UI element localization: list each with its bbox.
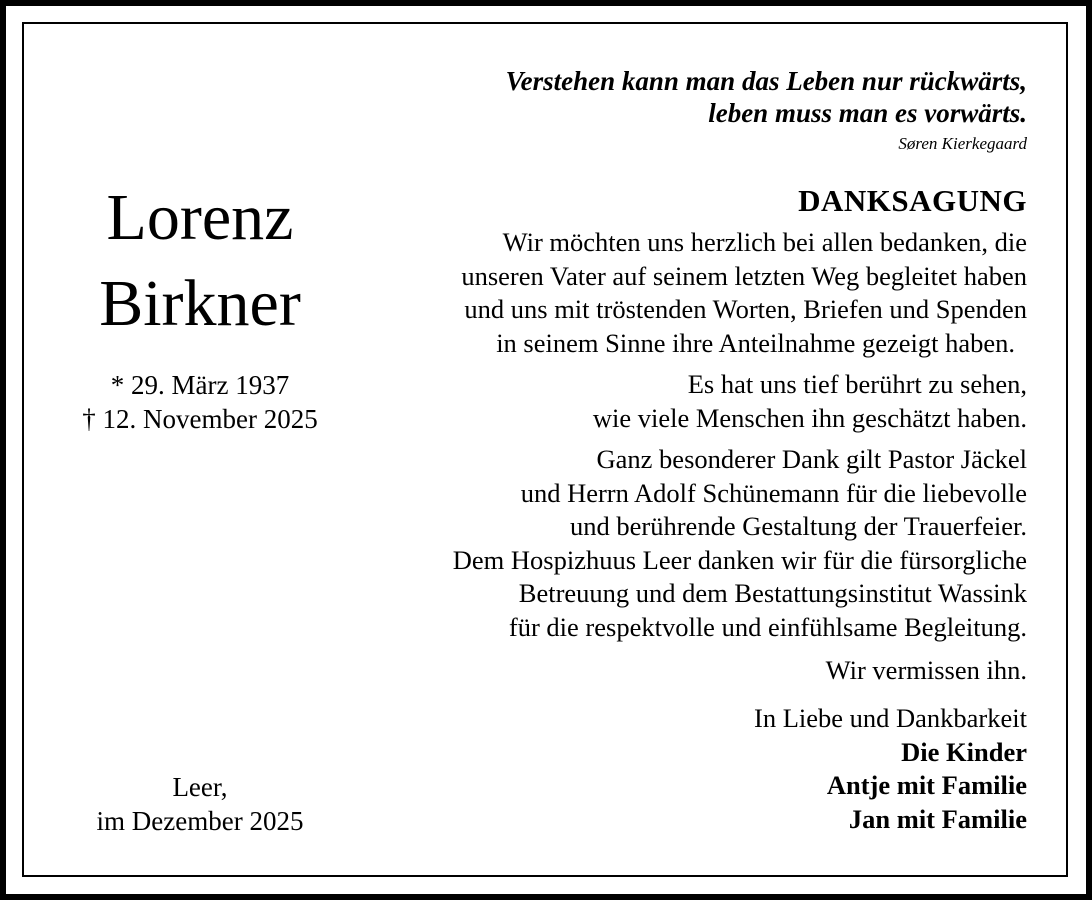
quote-line: leben muss man es vorwärts. xyxy=(708,98,1027,128)
quote-line: Verstehen kann man das Leben nur rückwärts, xyxy=(505,66,1027,96)
text-line: und uns mit tröstenden Worten, Briefen und Spenden xyxy=(464,294,1027,324)
signer: Antje mit Familie xyxy=(826,770,1027,800)
place: Leer, xyxy=(172,772,228,802)
signer: Die Kinder xyxy=(901,736,1027,767)
text-line: Dem Hospizhuus Leer danken wir für die fürsorgliche xyxy=(452,544,1027,575)
text-line: für die respektvolle und einfühlsame Begleitung. xyxy=(508,611,1027,642)
place-and-date xyxy=(40,770,360,838)
life-dates xyxy=(40,368,360,436)
text-line: Betreuung und dem Bestattungsinstitut Wassink xyxy=(518,578,1027,608)
text-line: Es hat uns tief berührt zu sehen, xyxy=(687,369,1027,399)
quote-author: Søren Kierkegaard xyxy=(898,134,1027,153)
quote xyxy=(506,65,1027,129)
closing-intro: In Liebe und Dankbarkeit xyxy=(754,703,1027,733)
signer: Jan mit Familie xyxy=(848,803,1027,834)
paragraph-special-thanks xyxy=(453,443,1027,644)
heading: DANKSAGUNG xyxy=(798,183,1027,218)
birth-date: * 29. März 1937 xyxy=(110,370,290,400)
date: im Dezember 2025 xyxy=(96,806,304,836)
first-name: Lorenz xyxy=(106,181,294,254)
closing-signature xyxy=(754,702,1027,836)
text-line: in seinem Sinne ihre Anteilnahme gezeigt haben. xyxy=(496,327,1015,358)
text-line: und Herrn Adolf Schünemann für die liebevolle xyxy=(520,477,1027,508)
deceased-name xyxy=(40,175,360,347)
text-line: und berührende Gestaltung der Trauerfeier. xyxy=(570,511,1027,541)
paragraph-touched xyxy=(593,368,1027,435)
paragraph-thanks xyxy=(461,226,1027,360)
last-name: Birkner xyxy=(99,267,301,340)
text-line: unseren Vater auf seinem letzten Weg begleitet haben xyxy=(461,260,1027,291)
paragraph-miss-him: Wir vermissen ihn. xyxy=(825,655,1027,685)
text-line: Wir möchten uns herzlich bei allen bedanken, die xyxy=(502,227,1027,257)
text-line: wie viele Menschen ihn geschätzt haben. xyxy=(592,402,1027,433)
death-date: † 12. November 2025 xyxy=(82,404,318,434)
text-line: Ganz besonderer Dank gilt Pastor Jäckel xyxy=(596,444,1027,474)
